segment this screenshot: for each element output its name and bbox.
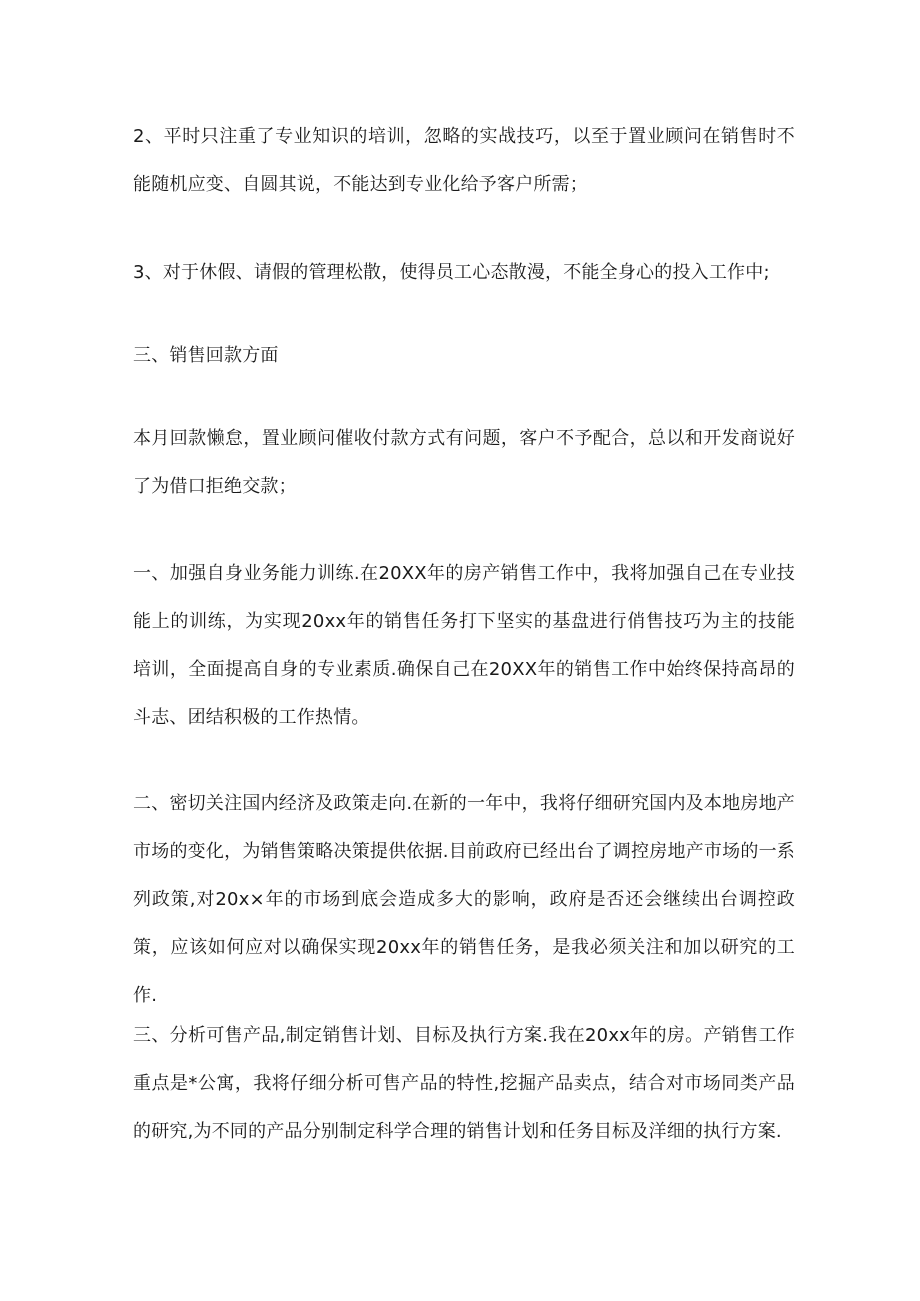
paragraph-payment-issue: 本月回款懒怠，置业顾问催收付款方式有问题，客户不予配合，总以和开发商说好了为借口拒绝交款；	[133, 428, 795, 497]
paragraph-leave-management: 3、对于休假、请假的管理松散，使得员工心态散漫，不能全身心的投入工作中;	[133, 262, 770, 283]
section-heading-payment: 三、销售回款方面	[133, 345, 279, 366]
paragraph-plan-skills: 一、加强自身业务能力训练.在20XX年的房产销售工作中，我将加强自己在专业技能上的训练，为实现20xx年的销售任务打下坚实的基盘进行俏售技巧为主的技能培训，全面提高自身的专业素质.确保自己在20XX年的销售工作中始终保持高昂的斗志、团结积极的工作热情。	[133, 563, 795, 728]
paragraph-training-issue: 2、平时只注重了专业知识的培训，忽略的实战技巧，以至于置业顾问在销售时不能随机应变、自圆其说，不能达到专业化给予客户所需；	[133, 126, 795, 195]
paragraph-plan-policy: 二、密切关注国内经济及政策走向.在新的一年中，我将仔细研究国内及本地房地产市场的变化，为销售策略决策提供依据.目前政府已经出台了调控房地产市场的一系列政策,对20x×年的市场到底会造成多大的影响，政府是否还会继续出台调控政策，应该如何应对以确保实现20xx年的销售任务，是我必须关注和加以研究的工作.	[133, 793, 795, 1006]
paragraph-plan-products: 三、分析可售产品,制定销售计划、目标及执行方案.我在20xx年的房。产销售工作重点是*公寓，我将仔细分析可售产品的特性,挖掘产品卖点，结合对市场同类产品的研究,为不同的产品分别制定科学合理的销售计划和任务目标及洋细的执行方案.	[133, 1025, 795, 1142]
